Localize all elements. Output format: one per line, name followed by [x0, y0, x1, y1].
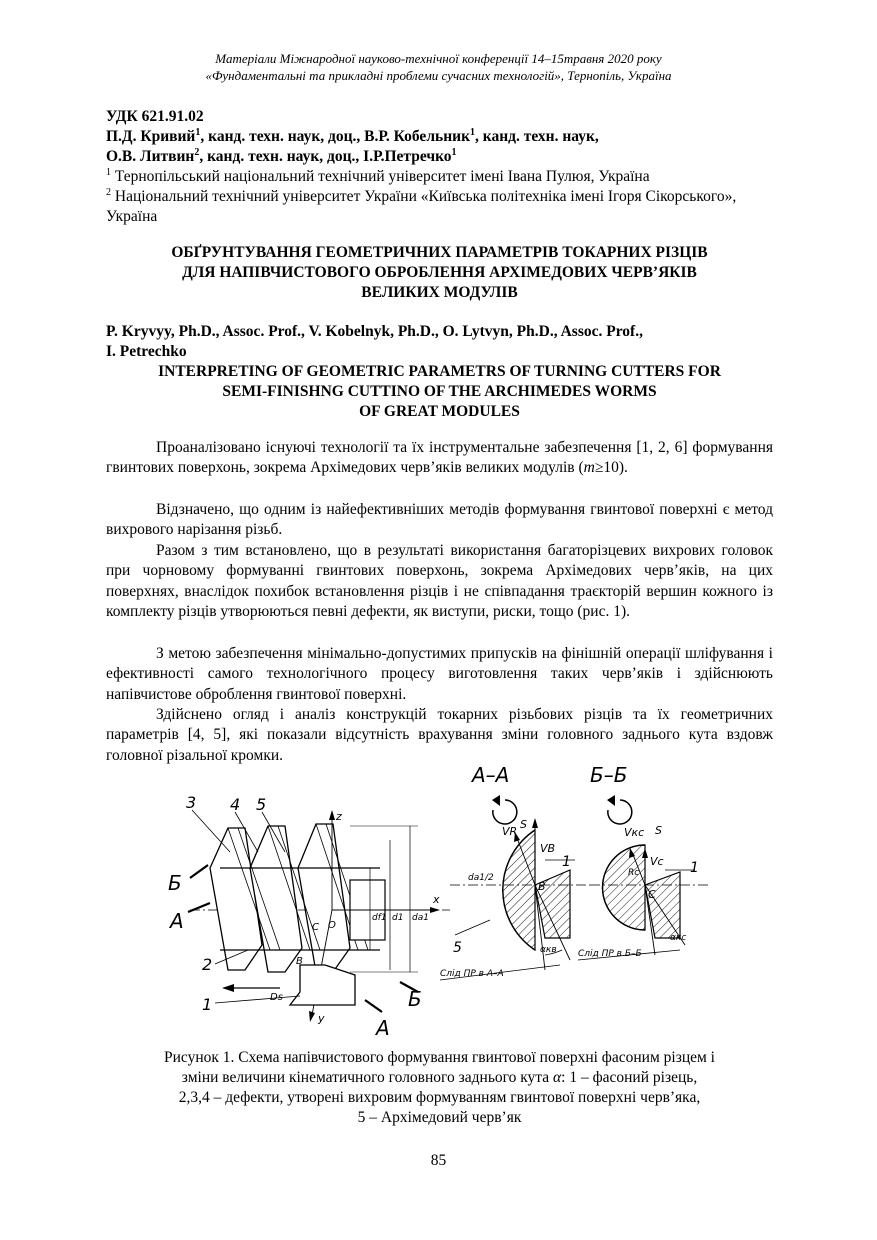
figure-1-drawing	[150, 760, 740, 1045]
svg-text:da1/2: da1/2	[468, 873, 494, 883]
svg-text:Б: Б	[408, 987, 422, 1011]
svg-text:5: 5	[256, 795, 267, 814]
authors-ua	[106, 127, 773, 167]
svg-text:Слід ПР в Б–Б: Слід ПР в Б–Б	[578, 949, 642, 959]
svg-text:А: А	[170, 909, 184, 933]
svg-text:df1: df1	[372, 913, 387, 923]
conference-line-1: Матеріали Міжнародної науково-технічної конференції 14–15травня 2020 року	[215, 51, 662, 66]
svg-text:S: S	[655, 824, 662, 837]
affiliation-2: $^2$ Національний технічний університет України «Київська політехніка імені Ігоря Сікорського», Україна	[106, 186, 737, 225]
svg-text:Vкс: Vкс	[624, 826, 645, 839]
svg-text:da1: da1	[412, 913, 429, 923]
svg-text:x: x	[433, 893, 440, 906]
paragraph-4: З метою забезпечення мінімально-допустимих припусків на фінішній операції шліфування і ефективності самого технологічного процесу виготовлення таких черв’яків і здійснюють напівчистове оброблення гвинтової поверхні.	[106, 645, 773, 703]
paragraph-5: Здійснено огляд і аналіз конструкцій токарних різьбових різців та їх геометричних параметрів [4, 5], які показали відсутність врахування зміни головного заднього кута вздовж головної різальної кромки.	[106, 706, 773, 764]
authors-ua-line-2: О.В. Литвин$^2$, канд. техн. наук, доц., І.Р.Петречко$^1$	[106, 146, 457, 165]
svg-text:Слід ПР в А–А: Слід ПР в А–А	[440, 969, 504, 979]
conference-header	[100, 50, 777, 84]
svg-text:C: C	[648, 888, 656, 901]
svg-text:5: 5	[453, 940, 462, 956]
section-aa-view	[440, 795, 590, 980]
svg-text:Ds: Ds	[270, 992, 283, 1003]
svg-text:z: z	[336, 810, 342, 823]
title-en: INTERPRETING OF GEOMETRIC PARAMETRS OF TURNING CUTTERS FOR SEMI-FINISHNG CUTTINO OF THE ARCHIMEDES WORMS OF GREAT MODULES	[158, 363, 721, 420]
svg-text:А–А: А–А	[472, 763, 510, 787]
svg-text:1: 1	[202, 995, 213, 1014]
svg-text:VB: VB	[540, 842, 556, 855]
section-bb-view	[578, 795, 710, 960]
svg-text:А: А	[376, 1016, 390, 1040]
svg-text:C: C	[312, 922, 319, 933]
affiliation-1: $^1$ Тернопільський національний технічний університет імені Івана Пулюя, Україна	[106, 166, 650, 185]
paragraph-1: Проаналізовано існуючі технології та їх інструментальне забезпечення [1, 2, 6] формування гвинтових поверхонь, зокрема Архімедових черв’яків великих модулів (m≥10).	[106, 439, 773, 477]
svg-text:Б–Б: Б–Б	[590, 763, 628, 787]
figure-caption: Рисунок 1. Схема напівчистового формування гвинтової поверхні фасоним різцем і зміни величини кінематичного головного заднього кута α: 1 – фасоний різець, 2,3,4 – дефекти, утворені вихровим формуванням гвинтової поверхні черв’яка, 5 – Архімедовий черв’як	[164, 1049, 715, 1126]
svg-text:B: B	[538, 880, 546, 893]
svg-text:1: 1	[562, 854, 571, 870]
paragraph-2: Відзначено, що одним із найефективніших методів формування гвинтової поверхні є метод вихрового нарізання різьб.	[106, 501, 773, 539]
svg-text:3: 3	[186, 793, 197, 812]
svg-text:Б: Б	[168, 871, 182, 895]
svg-text:αкс: αкс	[670, 933, 687, 943]
authors-ua-line-1: П.Д. Кривий$^1$, канд. техн. наук, доц., В.Р. Кобельник$^1$, канд. техн. наук,	[106, 126, 599, 145]
svg-text:αкв: αкв	[540, 945, 557, 955]
authors-en: P. Kryvyy, Ph.D., Assoc. Prof., V. Kobelnyk, Ph.D., O. Lytvyn, Ph.D., Assoc. Prof., I. Petrechko	[106, 323, 643, 360]
svg-text:d1: d1	[392, 913, 404, 923]
svg-text:1: 1	[690, 860, 699, 876]
svg-text:Rc: Rc	[628, 868, 640, 878]
svg-text:y: y	[318, 1012, 325, 1025]
affiliations	[106, 167, 773, 227]
udc-code: УДК 621.91.02	[106, 108, 204, 125]
svg-text:O: O	[328, 920, 336, 931]
svg-text:S: S	[520, 818, 527, 831]
svg-text:VR: VR	[502, 825, 518, 838]
svg-text:Vc: Vc	[650, 855, 664, 868]
title-ua: ОБҐРУНТУВАННЯ ГЕОМЕТРИЧНИХ ПАРАМЕТРІВ ТОКАРНИХ РІЗЦІВ ДЛЯ НАПІВЧИСТОВОГО ОБРОБЛЕННЯ АРХІМЕДОВИХ ЧЕРВ’ЯКІВ ВЕЛИКИХ МОДУЛІВ	[171, 244, 708, 301]
svg-text:B: B	[296, 956, 303, 967]
paragraph-3: Разом з тим встановлено, що в результаті використання багаторізцевих вихрових головок при чорновому формуванні гвинтових поверхонь, зокрема Архімедових черв’яків, на цих поверхнях, внаслідок похибок встановлення різців і не співпадання траєкторій вершин кожного із комплекту різців утворюються певні дефекти, як виступи, риски, тощо (рис. 1).	[106, 542, 773, 621]
svg-text:4: 4	[230, 795, 241, 814]
svg-text:2: 2	[202, 955, 213, 974]
conference-line-2: «Фундаментальні та прикладні проблеми сучасних технологій», Тернопіль, Україна	[205, 68, 672, 83]
page-number: 85	[430, 1152, 447, 1169]
